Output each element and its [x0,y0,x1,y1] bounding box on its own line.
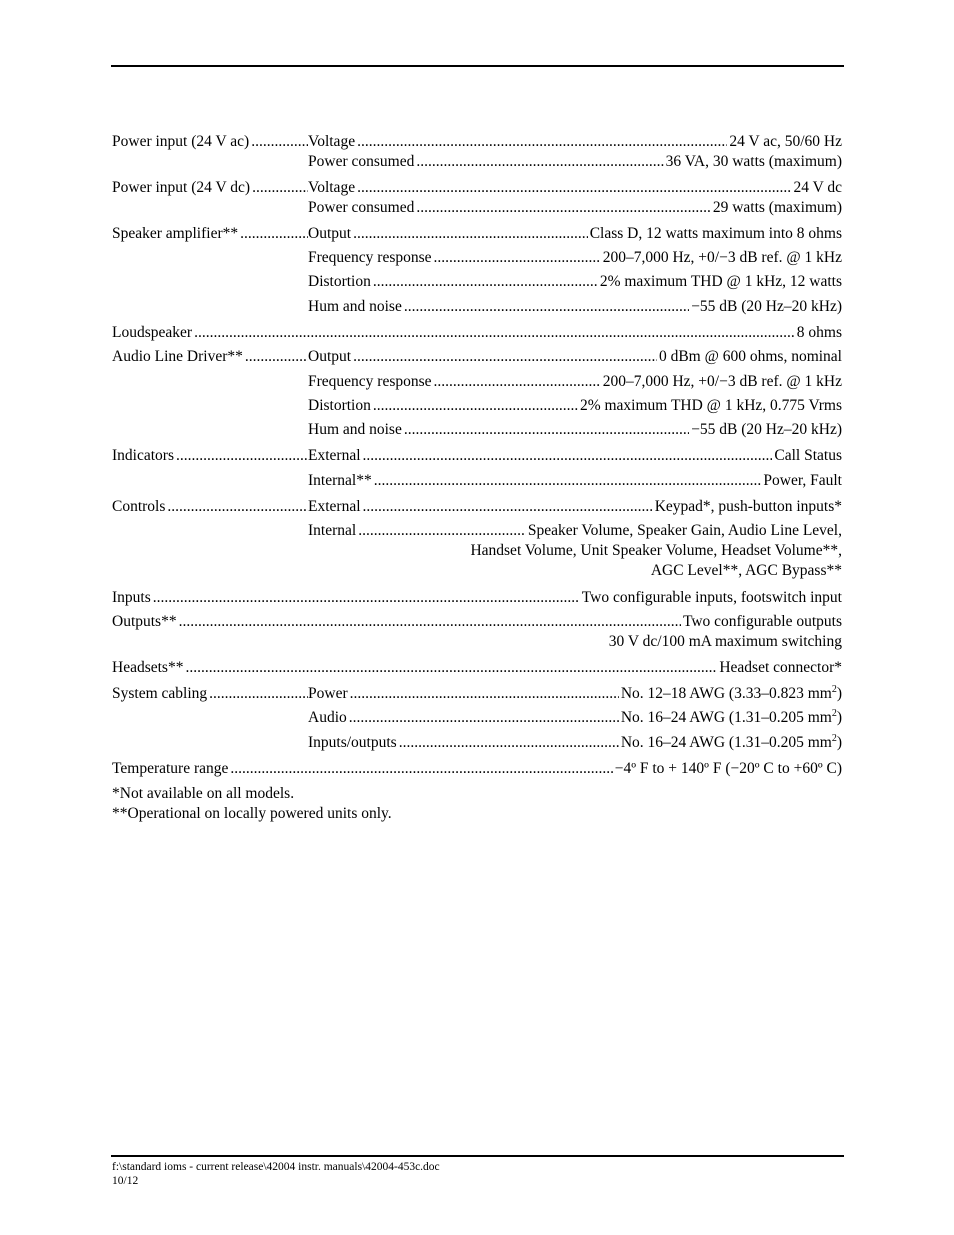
spec-label: Hum and noise [308,421,404,441]
category-label: Loudspeaker [112,324,194,344]
spec-continuation: AGC Level**, AGC Bypass** [650,562,842,579]
spec-label: Power consumed [308,153,416,173]
spec-label: Power consumed [308,199,416,219]
spec-value: Two configurable outputs [682,613,842,630]
spec-category-power-dc [112,179,308,199]
spec-value: Two configurable inputs, footswitch input [581,589,842,606]
spec-label: External [308,498,363,518]
category-label: Indicators [112,447,176,467]
spec-row-temperature [112,760,842,780]
spec-row-speaker-output [308,225,842,245]
spec-label: Voltage [308,179,357,199]
file-path: f:\standard ioms - current release\42004 instr. manuals\42004-453c.doc [112,1161,440,1173]
spec-row-line-hum [308,421,842,441]
category-label: System cabling [112,685,209,705]
spec-category-speaker-amplifier [112,225,308,245]
spec-label: Output [308,348,353,368]
category-label: Inputs [112,589,153,609]
spec-label: Audio [308,709,349,729]
spec-row-cabling-power [308,685,842,705]
spec-row-cabling-audio [308,709,842,729]
spec-label: Voltage [308,133,357,153]
spec-value: Speaker Volume, Speaker Gain, Audio Line Level, [527,522,842,539]
spec-value: 200–7,000 Hz, +0/−3 dB ref. @ 1 kHz [602,249,842,266]
spec-row-power-ac-consumed [308,153,842,173]
spec-row-loudspeaker [112,324,842,344]
spec-label: Internal [308,522,358,542]
spec-row-indicators-internal [308,472,842,492]
spec-value: −55 dB (20 Hz–20 kHz) [691,298,842,315]
spec-value: 200–7,000 Hz, +0/−3 dB ref. @ 1 kHz [602,373,842,390]
spec-row-line-output [308,348,842,368]
spec-label: Output [308,225,353,245]
spec-label: Hum and noise [308,298,404,318]
spec-label: Power [308,685,350,705]
spec-value: No. 16–24 AWG (1.31–0.205 $mm^2$) [620,709,842,726]
spec-label: Inputs/outputs [308,734,399,754]
spec-row-line-distortion [308,397,842,417]
spec-row-line-frequency [308,373,842,393]
spec-category-audio-line-driver [112,348,308,368]
spec-value: Keypad*, push-button inputs* [654,498,842,515]
spec-row-power-dc-consumed [308,199,842,219]
spec-value: Power, Fault [763,472,842,489]
spec-row-power-dc-voltage [308,179,842,199]
spec-value: 36 VA, 30 watts (maximum) [665,153,842,170]
spec-value: 24 V dc [793,179,842,196]
category-label: Power input (24 V dc) [112,179,252,199]
spec-category-controls [112,498,308,518]
revision-date: 10/12 [112,1175,139,1187]
spec-value: 2% maximum THD @ 1 kHz, 0.775 Vrms [579,397,842,414]
category-label: Temperature range [112,760,230,780]
spec-value: No. 12–18 AWG (3.33–0.823 $mm^2$) [620,685,842,702]
spec-row-indicators-external [308,447,842,467]
spec-row-speaker-hum [308,298,842,318]
spec-row-controls-external [308,498,842,518]
spec-category-power-ac [112,133,308,153]
footnote-not-available: *Not available on all models. [112,785,295,802]
footer-rule [111,1155,844,1157]
spec-label: Frequency response [308,249,434,269]
spec-value: 29 watts (maximum) [712,199,842,216]
spec-value: −4º F to + 140º F (−20º C to +60º C) [614,760,842,777]
spec-category-system-cabling [112,685,308,705]
spec-label: Distortion [308,273,373,293]
spec-category-indicators [112,447,308,467]
spec-row-outputs [112,613,842,633]
spec-value: 8 ohms [796,324,842,341]
spec-row-headsets [112,659,842,679]
spec-value: Call Status [774,447,842,464]
spec-row-inputs [112,589,842,609]
spec-value: No. 16–24 AWG (1.31–0.205 $mm^2$) [620,734,842,751]
header-rule [111,65,844,67]
spec-label: Internal** [308,472,374,492]
spec-label: Frequency response [308,373,434,393]
spec-row-speaker-frequency [308,249,842,269]
spec-value: 2% maximum THD @ 1 kHz, 12 watts [599,273,842,290]
category-label: Speaker amplifier** [112,225,240,245]
spec-value: 0 dBm @ 600 ohms, nominal [658,348,842,365]
document-footer [112,1160,440,1188]
spec-row-speaker-distortion [308,273,842,293]
category-label: Audio Line Driver** [112,348,245,368]
spec-continuation: Handset Volume, Unit Speaker Volume, Headset Volume**, [470,542,842,559]
spec-value: Class D, 12 watts maximum into 8 ohms [589,225,842,242]
spec-label: External [308,447,363,467]
category-label: Outputs** [112,613,179,633]
spec-row-controls-internal [308,522,842,542]
spec-value: Headset connector* [719,659,842,676]
spec-row-cabling-io [308,734,842,754]
category-label: Power input (24 V ac) [112,133,251,153]
footnote-operational: **Operational on locally powered units only. [112,805,392,822]
spec-value: 24 V ac, 50/60 Hz [729,133,842,150]
category-label: Controls [112,498,167,518]
spec-label: Distortion [308,397,373,417]
spec-row-power-ac-voltage [308,133,842,153]
spec-value: −55 dB (20 Hz–20 kHz) [691,421,842,438]
spec-continuation: 30 V dc/100 mA maximum switching [608,633,842,650]
category-label: Headsets** [112,659,185,679]
